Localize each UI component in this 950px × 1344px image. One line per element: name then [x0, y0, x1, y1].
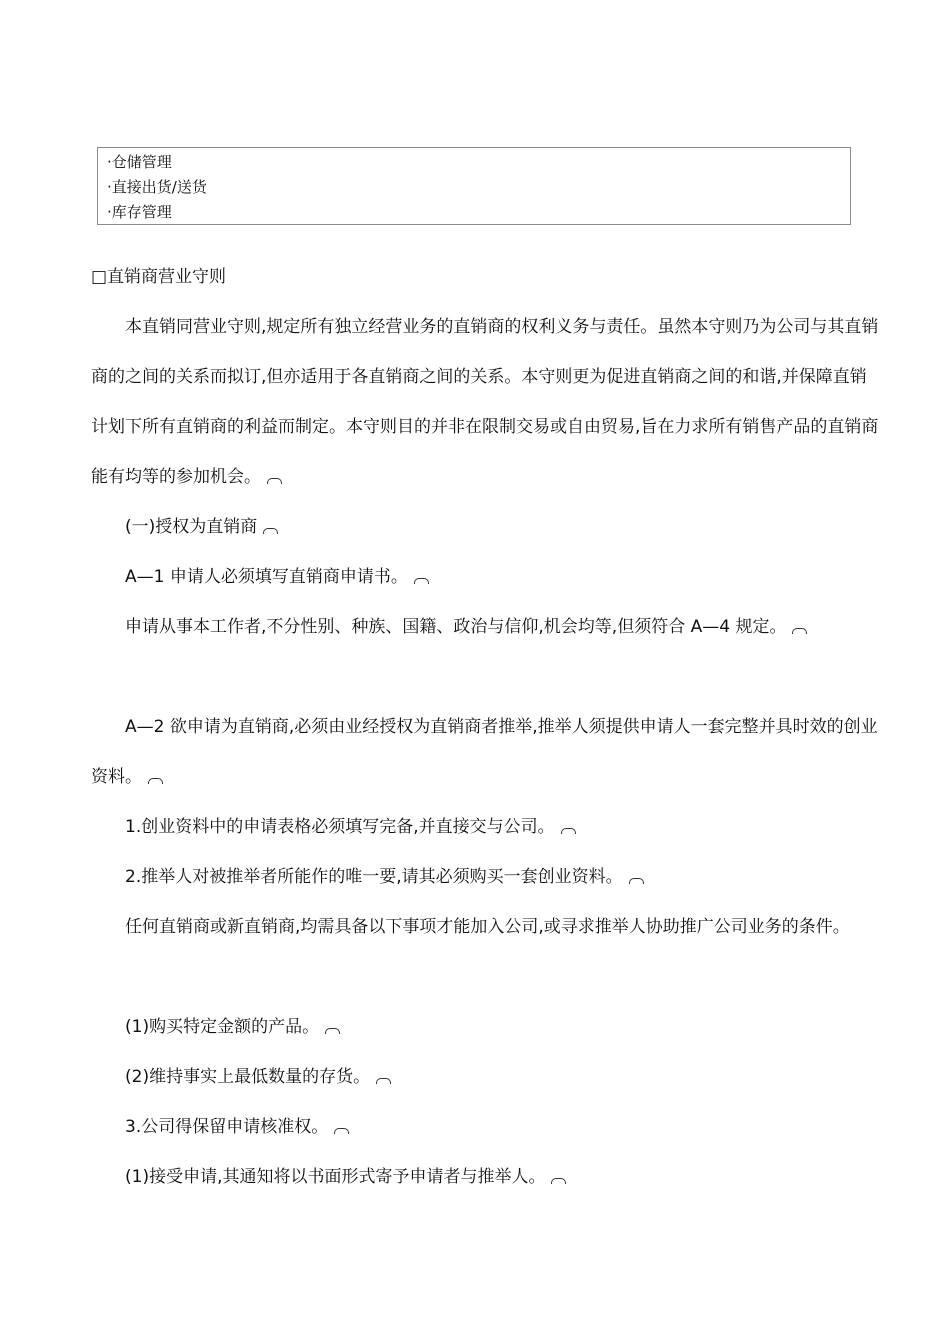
box-item-inventory: ·库存管理 — [107, 203, 172, 221]
paragraph-mark-icon — [267, 478, 282, 484]
paragraph-mark-icon — [629, 878, 644, 884]
paragraph-item-1 — [91, 802, 881, 852]
paragraph-text: 本直销同营业守则,规定所有独立经营业务的直销商的权利义务与责任。虽然本守则乃为公司与其直销商的之间的关系而拟订,但亦适用于各直销商之间的关系。本守则更为促进直销商之间的和谐,并保障直销计划下所有直销商的利益而制定。本守则目的并非在限制交易或自由贸易,旨在力求所有销售产品的直销商能有均等的参加机会。 — [91, 317, 879, 487]
paragraph-a2 — [91, 702, 881, 802]
paragraph-a1 — [91, 552, 881, 602]
paragraph-mark-icon — [561, 828, 576, 834]
paragraph-text: (2)维持事实上最低数量的存货。 — [125, 1067, 371, 1087]
paragraph-mark-icon — [414, 578, 429, 584]
logistics-box — [97, 147, 851, 225]
paragraph-conditions — [91, 902, 881, 952]
paragraph-text: 申请从事本工作者,不分性别、种族、国籍、政治与信仰,机会均等,但须符合 A—4 规定。 — [125, 617, 787, 637]
paragraph-equal-opportunity — [91, 602, 881, 652]
paragraph-text: (一)授权为直销商 — [125, 517, 258, 537]
paragraph-mark-icon — [148, 778, 163, 784]
paragraph-sub-2 — [91, 1052, 881, 1102]
paragraph-sub-1 — [91, 1002, 881, 1052]
paragraph-text: (1)购买特定金额的产品。 — [125, 1017, 320, 1037]
paragraph-mark-icon — [376, 1078, 391, 1084]
paragraph-mark-icon — [334, 1128, 349, 1134]
paragraph-mark-icon — [551, 1178, 566, 1184]
section-heading: □直销商营业守则 — [91, 267, 227, 287]
paragraph-mark-icon — [263, 528, 278, 534]
paragraph-text: 3.公司得保留申请核准权。 — [125, 1117, 329, 1137]
paragraph-text: A—2 欲申请为直销商,必须由业经授权为直销商者推举,推举人须提供申请人一套完整并具时效的创业资料。 — [91, 717, 878, 787]
paragraph-mark-icon — [325, 1028, 340, 1034]
paragraph-text: 1.创业资料中的申请表格必须填写完备,并直接交与公司。 — [125, 817, 555, 837]
paragraph-item-3 — [91, 1102, 881, 1152]
paragraph-sub-3 — [91, 1152, 881, 1202]
paragraph-item-2 — [91, 852, 881, 902]
paragraph-text: 任何直销商或新直销商,均需具备以下事项才能加入公司,或寻求推举人协助推广公司业务的条件。 — [125, 917, 850, 937]
paragraph-authorization — [91, 502, 881, 552]
paragraph-text: A—1 申请人必须填写直销商申请书。 — [125, 567, 408, 587]
paragraph-intro — [91, 302, 881, 502]
paragraph-text: (1)接受申请,其通知将以书面形式寄予申请者与推举人。 — [125, 1167, 546, 1187]
box-item-delivery: ·直接出货/送货 — [107, 178, 207, 196]
paragraph-mark-icon — [792, 628, 807, 634]
box-item-warehouse: ·仓储管理 — [107, 153, 172, 171]
paragraph-text: 2.推举人对被推举者所能作的唯一要,请其必须购买一套创业资料。 — [125, 867, 623, 887]
